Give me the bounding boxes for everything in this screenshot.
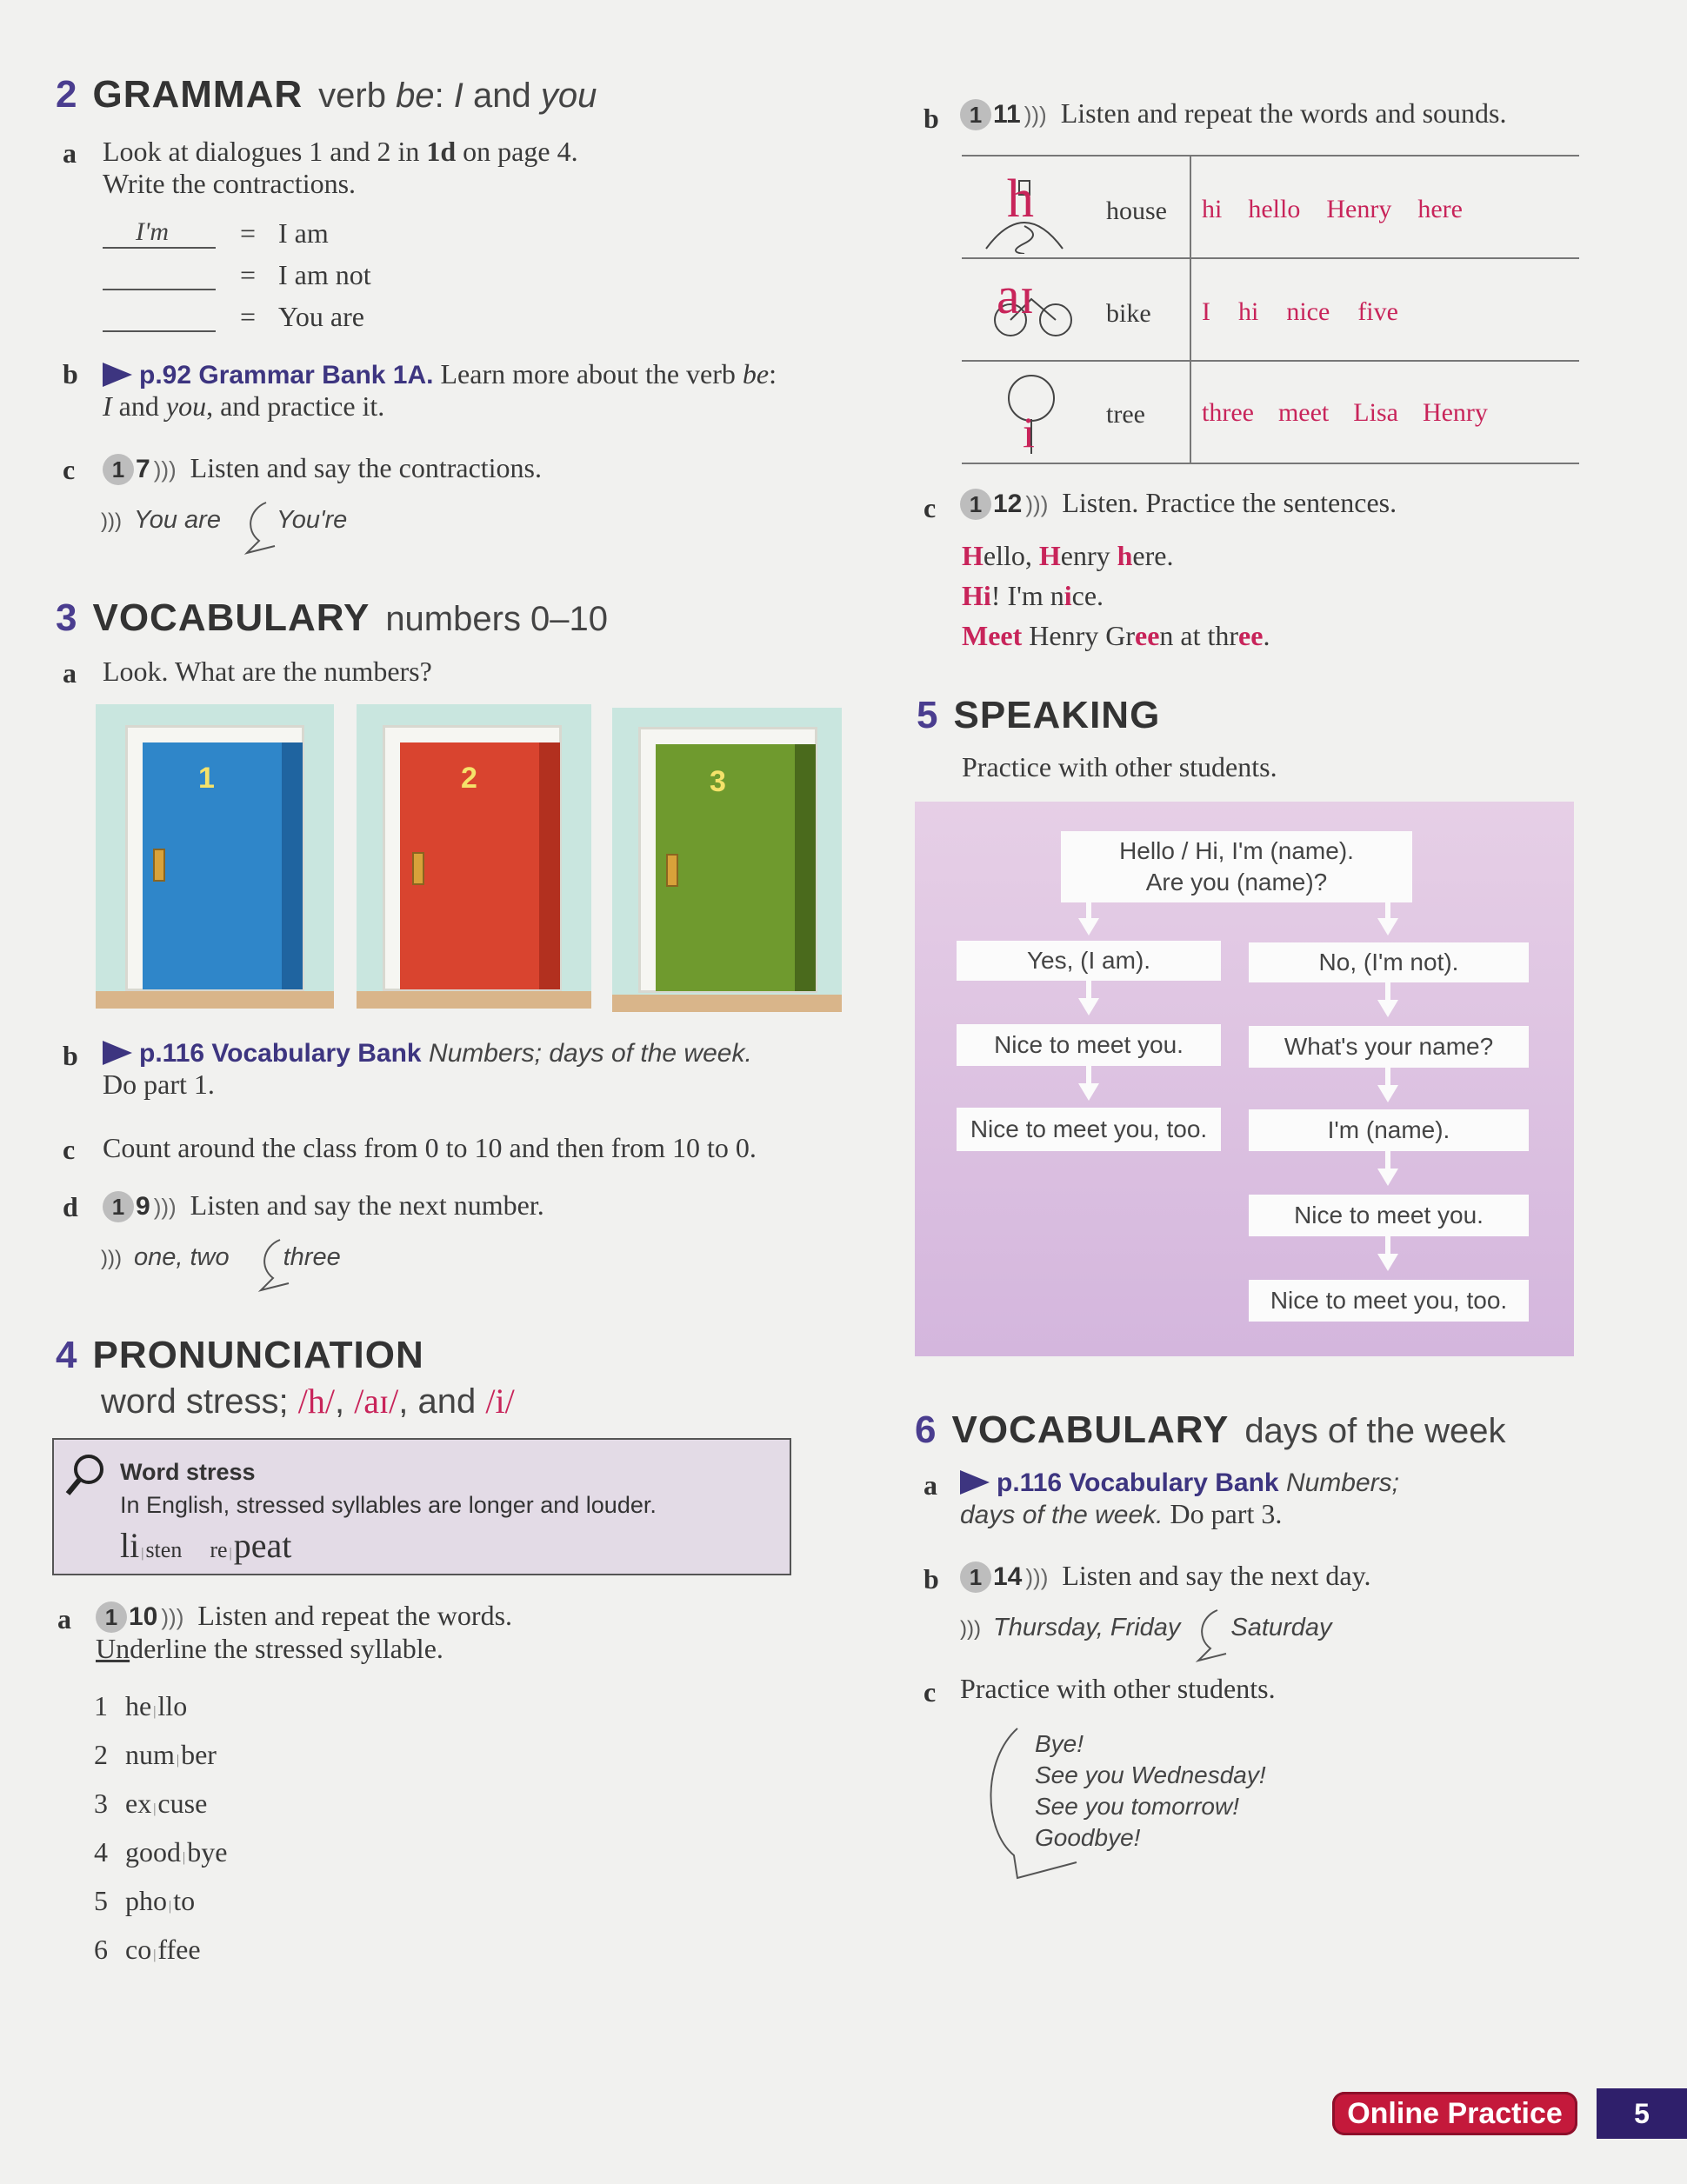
section-subtitle: word stress; /h/, /aɪ/, and /i/ bbox=[101, 1382, 515, 1421]
section-number: 6 bbox=[915, 1408, 937, 1451]
box-title: Word stress bbox=[120, 1459, 256, 1485]
audio-track[interactable]: 1 12 ))) bbox=[960, 489, 1048, 520]
example-dialogue: ))) You are You're bbox=[101, 506, 347, 535]
exercise-letter: c bbox=[63, 454, 76, 485]
key-word: tree bbox=[1106, 400, 1145, 429]
section-subtitle: days of the week bbox=[1244, 1412, 1506, 1450]
stress-examples: li |sten re |peat bbox=[120, 1526, 292, 1565]
example-dialogue: ))) one, two three bbox=[101, 1243, 341, 1272]
flow-box-left: Yes, (I am). bbox=[957, 941, 1221, 981]
online-practice-button[interactable]: Online Practice bbox=[1332, 2092, 1577, 2135]
exercise-2a-text: Look at dialogues 1 and 2 in 1d on page 4. Write the contractions. bbox=[103, 136, 578, 199]
section-subtitle: numbers 0–10 bbox=[385, 600, 609, 638]
sound-words: three meet Lisa Henry bbox=[1202, 398, 1488, 427]
list-item[interactable]: 5 pho |to bbox=[94, 1885, 196, 1916]
exercise-letter: b bbox=[924, 1563, 939, 1595]
sentence: Hi! I'm nice. bbox=[962, 580, 1104, 611]
section-title: SPEAKING bbox=[953, 694, 1161, 736]
exercise-2b-text: p.92 Grammar Bank 1A. Learn more about the verb be: I and you, and practice it. bbox=[103, 358, 777, 422]
door-number: 2 bbox=[461, 762, 477, 795]
list-item[interactable]: 2 num |ber bbox=[94, 1739, 217, 1770]
door-number: 3 bbox=[710, 765, 726, 798]
audio-track[interactable]: 1 9 ))) bbox=[103, 1191, 177, 1222]
section-number: 5 bbox=[917, 694, 938, 736]
sound-waves-icon: ))) bbox=[153, 456, 177, 483]
bike-sound-icon: aɪ bbox=[991, 264, 1078, 351]
exercise-3a-text: Look. What are the numbers? bbox=[103, 656, 432, 687]
arrow-icon bbox=[960, 1470, 990, 1495]
section-title: GRAMMAR bbox=[92, 73, 303, 116]
sound-table bbox=[962, 155, 1579, 464]
section-number: 3 bbox=[56, 596, 77, 639]
sound-waves-icon: ))) bbox=[101, 1247, 122, 1270]
example-dialogue: ))) Thursday, Friday Saturday bbox=[960, 1614, 1331, 1642]
house-sound-icon: h bbox=[981, 162, 1068, 254]
key-word: house bbox=[1106, 196, 1167, 225]
flow-box-left: Nice to meet you, too. bbox=[957, 1108, 1221, 1151]
word-stress-box bbox=[52, 1438, 791, 1575]
cd-icon: 1 bbox=[960, 99, 991, 130]
exercise-letter: a bbox=[63, 657, 77, 689]
section-4-heading bbox=[56, 1334, 424, 1377]
exercise-4a-text: 1 10 ))) Listen and repeat the words. Underline the stressed syllable. bbox=[96, 1600, 513, 1664]
exercise-6a-text: p.116 Vocabulary Bank Numbers; days of the week. Do part 3. bbox=[960, 1468, 1399, 1529]
list-item[interactable]: 6 co |ffee bbox=[94, 1934, 201, 1965]
exercise-2c-text: 1 7 ))) Listen and say the contractions. bbox=[103, 452, 542, 485]
speech-bracket-icon bbox=[1191, 1608, 1235, 1664]
sound-words: I hi nice five bbox=[1202, 297, 1398, 326]
flow-box-right: What's your name? bbox=[1249, 1026, 1529, 1068]
speech-bracket-icon bbox=[254, 1238, 297, 1294]
magnifier-icon bbox=[63, 1452, 110, 1499]
list-item[interactable]: 1 he |llo bbox=[94, 1690, 188, 1721]
exercise-letter: c bbox=[924, 1676, 937, 1708]
exercise-4c-text: 1 12 ))) Listen. Practice the sentences. bbox=[960, 487, 1397, 520]
answer-blank[interactable] bbox=[103, 330, 216, 332]
speech-bracket-icon bbox=[240, 501, 283, 556]
section-5-heading bbox=[917, 694, 1160, 737]
flow-box-left: Nice to meet you. bbox=[957, 1024, 1221, 1066]
cd-icon: 1 bbox=[103, 454, 134, 485]
exercise-letter: c bbox=[63, 1134, 76, 1165]
stress-word-list bbox=[94, 1690, 227, 1982]
door-number: 1 bbox=[198, 762, 215, 795]
contraction-row[interactable]: = You are bbox=[103, 301, 433, 343]
arrow-icon bbox=[103, 363, 132, 387]
exercise-letter: b bbox=[63, 358, 78, 390]
exercise-letter: c bbox=[924, 492, 937, 523]
audio-track[interactable]: 1 10 ))) bbox=[96, 1601, 183, 1633]
vocabulary-bank-link[interactable]: p.116 Vocabulary Bank bbox=[139, 1039, 422, 1068]
exercise-letter: a bbox=[924, 1469, 937, 1501]
exercise-letter: a bbox=[57, 1603, 71, 1635]
sound-words: hi hello Henry here bbox=[1202, 195, 1463, 223]
sentence: Meet Henry Green at three. bbox=[962, 620, 1270, 651]
cd-icon: 1 bbox=[96, 1601, 127, 1633]
sound-waves-icon: ))) bbox=[161, 1603, 184, 1630]
section-title: VOCABULARY bbox=[92, 596, 370, 639]
door-illustration bbox=[357, 704, 591, 1009]
flow-box-top: Hello / Hi, I'm (name). Are you (name)? bbox=[1061, 831, 1412, 902]
sound-waves-icon: ))) bbox=[153, 1193, 177, 1220]
key-word: bike bbox=[1106, 299, 1151, 328]
section-number: 2 bbox=[56, 73, 77, 116]
practice-sentences bbox=[962, 536, 1270, 656]
section-number: 4 bbox=[56, 1334, 77, 1376]
sound-waves-icon: ))) bbox=[1025, 490, 1049, 517]
sound-waves-icon: ))) bbox=[960, 1617, 981, 1641]
box-text: In English, stressed syllables are longer and louder. bbox=[120, 1492, 657, 1518]
exercise-3c-text: Count around the class from 0 to 10 and then from 10 to 0. bbox=[103, 1132, 757, 1163]
door-knob-icon bbox=[412, 852, 424, 885]
exercise-letter: d bbox=[63, 1191, 78, 1222]
door-knob-icon bbox=[153, 849, 165, 882]
contraction-rows bbox=[103, 217, 433, 343]
list-item[interactable]: 4 good |bye bbox=[94, 1836, 228, 1868]
exercise-letter: b bbox=[63, 1040, 78, 1071]
answer-blank[interactable] bbox=[103, 289, 216, 290]
section-2-heading bbox=[56, 73, 597, 117]
exercise-letter: a bbox=[63, 137, 77, 169]
goodbye-bubble: Bye! See you Wednesday! See you tomorrow! Goodbye! bbox=[1035, 1730, 1266, 1851]
cd-icon: 1 bbox=[103, 1191, 134, 1222]
audio-track[interactable]: 1 14 ))) bbox=[960, 1561, 1048, 1593]
door-knob-icon bbox=[666, 854, 678, 887]
sentence: Hello, Henry here. bbox=[962, 540, 1174, 571]
section-3-heading bbox=[56, 596, 608, 640]
vocabulary-bank-link[interactable]: p.116 Vocabulary Bank bbox=[997, 1468, 1279, 1497]
flow-box-right: I'm (name). bbox=[1249, 1109, 1529, 1151]
door-illustration bbox=[612, 708, 842, 1012]
grammar-bank-link[interactable]: p.92 Grammar Bank 1A. bbox=[139, 361, 434, 390]
exercise-letter: b bbox=[924, 103, 939, 134]
section-title: VOCABULARY bbox=[951, 1408, 1230, 1451]
exercise-4b-text: 1 11 ))) Listen and repeat the words and sounds. bbox=[960, 97, 1506, 130]
sound-waves-icon: ))) bbox=[1024, 101, 1047, 128]
cd-icon: 1 bbox=[960, 1561, 991, 1593]
exercise-3b-text: p.116 Vocabulary Bank Numbers; days of the week. Do part 1. bbox=[103, 1039, 752, 1100]
speaking-flowchart bbox=[915, 802, 1574, 1356]
section-subtitle: verb be: I and you bbox=[318, 77, 597, 115]
exercise-3d-text: 1 9 ))) Listen and say the next number. bbox=[103, 1189, 544, 1222]
exercise-6b-text: 1 14 ))) Listen and say the next day. bbox=[960, 1560, 1371, 1593]
flow-box-right: Nice to meet you. bbox=[1249, 1195, 1529, 1236]
contraction-row: I'm = I am bbox=[103, 217, 433, 259]
list-item[interactable]: 3 ex |cuse bbox=[94, 1788, 208, 1819]
page-number: 5 bbox=[1597, 2088, 1687, 2139]
arrow-icon bbox=[103, 1041, 132, 1065]
exercise-6c-text: Practice with other students. bbox=[960, 1673, 1276, 1704]
tree-sound-icon: i bbox=[998, 367, 1068, 457]
section-title: PRONUNCIATION bbox=[92, 1334, 424, 1376]
door-illustration bbox=[96, 704, 334, 1009]
flow-box-right: Nice to meet you, too. bbox=[1249, 1280, 1529, 1322]
audio-track[interactable]: 1 7 ))) bbox=[103, 454, 177, 485]
section-6-heading bbox=[915, 1408, 1506, 1452]
audio-track[interactable]: 1 11 ))) bbox=[960, 99, 1047, 130]
section-5-text: Practice with other students. bbox=[962, 751, 1277, 782]
cd-icon: 1 bbox=[960, 489, 991, 520]
contraction-row[interactable]: = I am not bbox=[103, 259, 433, 301]
flow-box-right: No, (I'm not). bbox=[1249, 942, 1529, 982]
sound-waves-icon: ))) bbox=[101, 509, 122, 533]
sound-waves-icon: ))) bbox=[1025, 1563, 1049, 1590]
